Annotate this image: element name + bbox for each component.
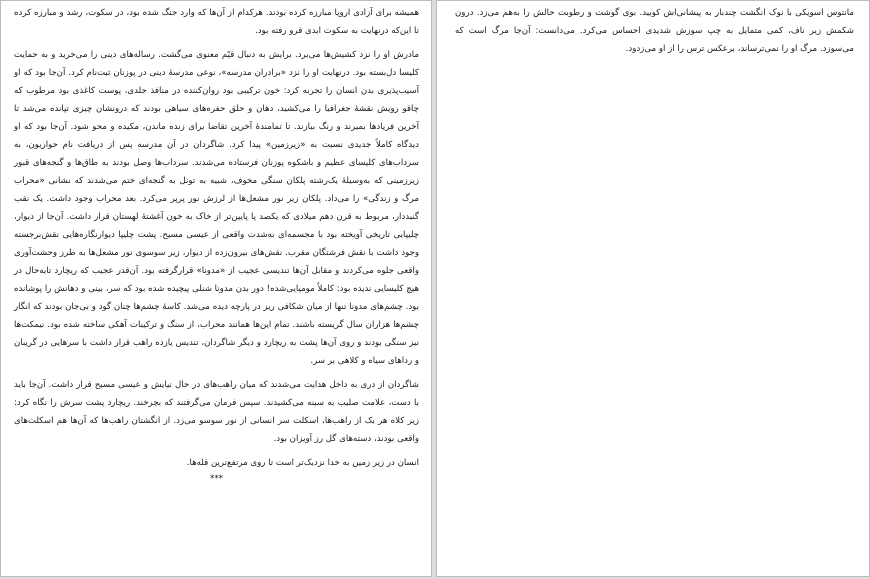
left-page <box>0 0 432 577</box>
paragraph: مادرش او را نزد کشیش‌ها می‌برد. برایش به دنبال قیّم معنوی می‌گشت. رساله‌های دینی را می‌خرید و به حمایت کلیسا دل‌بسته بود. درنهایت او را نزد «برادران مدرسه»، نوعی مدرسهٔ دینی در پوزنان ثبت‌نام کرد. آن‌جا بود که او آسیب‌پذیری بدن انسان را تجربه کرد: خون ترکیبی بود روان‌کننده در منافذ جلدی، پوست کاغذی بود مرطوب که چاقو رویش نقشهٔ جغرافیا را می‌کشید، دهان و حلق حفره‌های سیاهی بودند که درونشان چیزی تپانده می‌شد تا آخرین فریادها بمیرند و رنگ ببازند. تا تمامندهٔ آخرین تقاضا برای زنده ماندن، مکیده و محو شود. آن‌جا بود که او دیدگاه کاملاً جدیدی نسبت به «زیرزمین» پیدا کرد. شاگردان در آن مدرسه پس از دریافت نام حواریون، به سرداب‌های کلیسای عظیم و باشکوه پوزنان فرستاده می‌شدند. سرداب‌ها وصل بودند به طاق‌ها و گنجه‌های قبور زیرزمینی که به‌وسیلهٔ یک‌رشته پلکان سنگی مخوف، شبیه به تونل به گنجه‌ای ختم می‌شدند که نشانی «محراب مرگ و زندگی» را می‌داد. پلکان زیر نور مشعل‌ها از لرزش نور پرپر می‌کرد. بعد محراب وجود داشت. یک نقب گنبددار، مربوط به قرن دهم میلادی که یکصد پا پایین‌تر از خاک به خون آغشتهٔ لهستان قرار داشت. آن‌جا از دیوار، چلیپایی تاریخی آویخته بود با مجسمه‌ای به‌شدت واقعی از عیسی مسیح. پشت چلیپا دیوارنگاره‌هایی نقش‌برجسته وجود داشت با نقش فرشتگان مقرب. نقش‌های بیرون‌زده از دیوار، زیر سوسوی نور مشعل‌ها به طرز وحشت‌آوری واقعی جلوه می‌کردند و مقابل آن‌ها تندیسی عجیب از «مدونا» قرارگرفته بود. آن‌قدر عجیب که ریچارد تابه‌حال در هیچ کلیسایی ندیده بود: کاملاً مومیایی‌شده! دور بدن مدونا شنلی پیچیده شده بود که سر، بینی و دهانش را پوشانده بود. چشم‌های مدونا تنها از میان شکافی ریز در پارچه دیده می‌شد. کاسهٔ چشم‌ها چنان گود و بی‌جان بودند که انگار چشم‌ها هزاران سال گریسته باشند. تمام این‌ها همانند محراب، از سنگ و ترکیبات آهکی ساخته شده بود. نیمکت‌ها نیز سنگی بودند و روی آن‌ها پشت به ریچارد و دیگر شاگردان، تندیس یازده راهب قرار داشت با سرهایی در گریبان و رداهای سیاه و کلاهی بر سر. <box>14 50 419 366</box>
left-page-text <box>14 4 419 486</box>
paragraph: مانتوس اسویکی با نوک انگشت چندبار به پیشانی‌اش کوبید. بوی گوشت و رطوبت حالش را به‌هم می‌زد. درون شکمش زیر ناف، کمی متمایل به چپ سوزش شدیدی احساس می‌کرد. می‌دانست: آن‌جا مرگ است که می‌سوزد. مرگ او را نمی‌ترساند، برعکس ترس را از او می‌زدود. <box>455 8 854 54</box>
section-separator: *** <box>210 474 223 484</box>
paragraph: همیشه برای آزادی اروپا مبارزه کرده بودند. هرکدام از آن‌ها که وارد جنگ شده بود، در سکوت، رشد و مبارزه کرده تا این‌که درنهایت به سکوت ابدی فرو رفته بود. <box>14 8 419 36</box>
paragraph: انسان در زیر زمین به خدا نزدیک‌تر است تا روی مرتفع‌ترین قله‌ها. <box>186 458 419 468</box>
right-page <box>436 0 870 577</box>
right-page-text <box>455 4 854 64</box>
paragraph: شاگردان از دری به داخل هدایت می‌شدند که میان راهب‌های در حال نیایش و عیسی مسیح قرار داشت. آن‌جا باید با دست، علامت صلیب به سینه می‌کشیدند. سپس فرمان می‌گرفتند که بچرخند. ریچارد پشت سرش را نگاه کرد: زیر کلاه هر یک از راهب‌ها، اسکلت سر انسانی از نور سوسو می‌زد. از انگشتان راهب‌ها که آن‌ها هم اسکلت‌های واقعی بودند، دسته‌های گل رز آویزان بود. <box>14 380 419 444</box>
